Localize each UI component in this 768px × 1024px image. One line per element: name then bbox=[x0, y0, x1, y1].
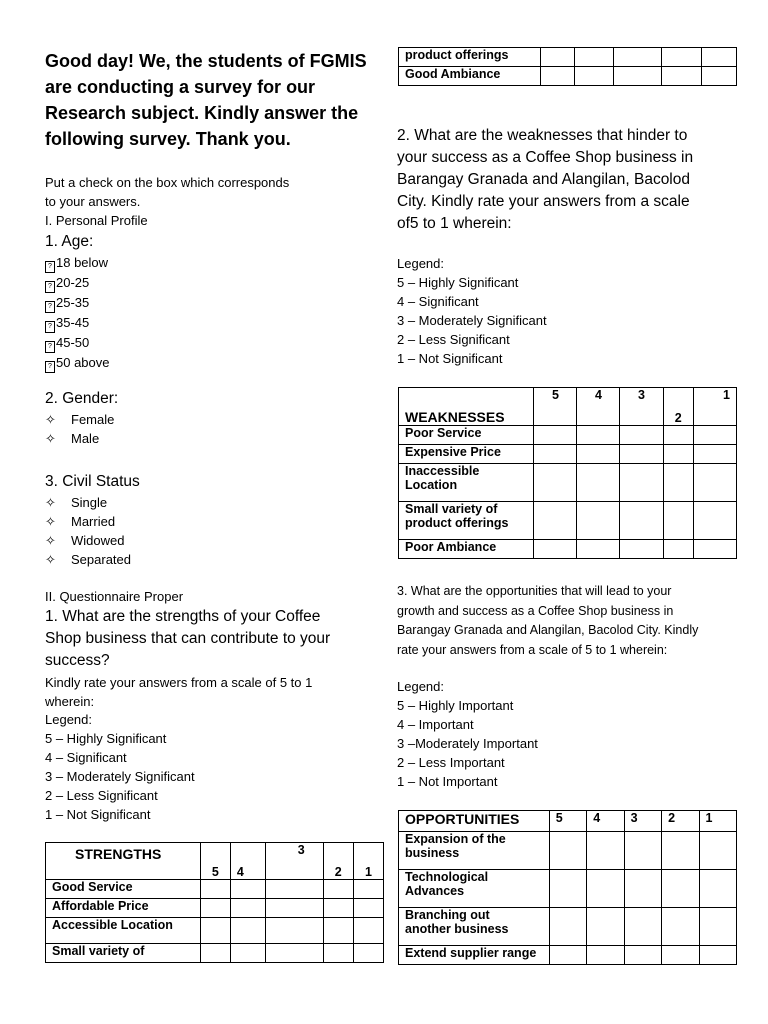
gender-option[interactable]: ✧ Male bbox=[45, 431, 100, 446]
row-label: Poor Ambiance bbox=[399, 540, 534, 559]
rating-cell[interactable] bbox=[662, 48, 701, 67]
rating-cell[interactable] bbox=[265, 918, 323, 944]
scale-1: 1 bbox=[353, 843, 383, 880]
civil-option[interactable]: ✧ Separated bbox=[45, 552, 131, 567]
age-option[interactable]: ? 45-50 bbox=[45, 333, 110, 353]
rating-cell[interactable] bbox=[230, 880, 265, 899]
row-label: Branching out another business bbox=[399, 908, 550, 946]
rating-cell[interactable] bbox=[620, 445, 663, 464]
legend-item: 5 – Highly Significant bbox=[397, 275, 519, 290]
rating-cell[interactable] bbox=[230, 899, 265, 918]
row-label: Good Service bbox=[46, 880, 201, 899]
rating-cell[interactable] bbox=[200, 944, 230, 963]
rating-cell[interactable] bbox=[200, 918, 230, 944]
scale-5: 5 bbox=[549, 811, 586, 832]
civil-option[interactable]: ✧ Widowed bbox=[45, 533, 125, 548]
legend-item: 2 – Less Important bbox=[397, 755, 505, 770]
age-option[interactable]: ? 35-45 bbox=[45, 313, 110, 333]
rating-cell[interactable] bbox=[662, 870, 699, 908]
rating-cell[interactable] bbox=[587, 870, 624, 908]
rating-cell[interactable] bbox=[663, 464, 693, 502]
legend-item: 4 – Important bbox=[397, 717, 474, 732]
rating-cell[interactable] bbox=[699, 946, 736, 965]
rating-cell[interactable] bbox=[662, 67, 701, 86]
scale-1: 1 bbox=[693, 388, 736, 426]
checkbox-icon[interactable]: ? bbox=[45, 341, 55, 353]
row-label: product offerings bbox=[399, 48, 541, 67]
row-label: Small variety of bbox=[46, 944, 201, 963]
section-questionnaire: II. Questionnaire Proper bbox=[45, 589, 184, 604]
civil-status-label: 3. Civil Status bbox=[45, 473, 140, 490]
age-option[interactable]: ? 25-35 bbox=[45, 293, 110, 313]
civil-option[interactable]: ✧ Married bbox=[45, 514, 116, 529]
weaknesses-table bbox=[398, 387, 737, 559]
legend-item: 2 – Less Significant bbox=[397, 332, 510, 347]
row-label: Expensive Price bbox=[399, 445, 534, 464]
rating-cell[interactable] bbox=[693, 445, 736, 464]
rating-cell[interactable] bbox=[620, 426, 663, 445]
age-option[interactable]: ? 20-25 bbox=[45, 273, 110, 293]
scale-3: 3 bbox=[624, 811, 661, 832]
rating-cell[interactable] bbox=[587, 908, 624, 946]
age-options bbox=[45, 253, 110, 373]
scale-4: 4 bbox=[230, 843, 265, 880]
rating-cell[interactable] bbox=[323, 899, 353, 918]
rating-cell[interactable] bbox=[265, 880, 323, 899]
diamond-star-icon[interactable]: ✧ bbox=[45, 552, 56, 567]
rating-cell[interactable] bbox=[534, 464, 577, 502]
rating-cell[interactable] bbox=[534, 502, 577, 540]
rating-cell[interactable] bbox=[541, 48, 574, 67]
diamond-star-icon[interactable]: ✧ bbox=[45, 412, 56, 427]
rating-cell[interactable] bbox=[663, 445, 693, 464]
rating-cell[interactable] bbox=[587, 946, 624, 965]
q1-question: 1. What are the strengths of your Coffee Shop business that can contribute to your success? bbox=[45, 608, 331, 669]
legend-item: 5 – Highly Significant bbox=[45, 731, 167, 746]
civil-status-options bbox=[45, 493, 131, 569]
rating-cell[interactable] bbox=[323, 944, 353, 963]
age-label: 1. Age: bbox=[45, 233, 94, 250]
rating-cell[interactable] bbox=[534, 445, 577, 464]
opportunities-header: OPPORTUNITIES bbox=[399, 811, 550, 832]
rating-cell[interactable] bbox=[701, 48, 736, 67]
rating-cell[interactable] bbox=[699, 870, 736, 908]
q1-instruction: Kindly rate your answers from a scale of 5 to 1 wherein: bbox=[45, 675, 313, 709]
scale-1: 1 bbox=[699, 811, 736, 832]
legend-item: 5 – Highly Important bbox=[397, 698, 514, 713]
rating-cell[interactable] bbox=[577, 445, 620, 464]
scale-2: 2 bbox=[663, 388, 693, 426]
rating-cell[interactable] bbox=[701, 67, 736, 86]
rating-cell[interactable] bbox=[662, 946, 699, 965]
scale-4: 4 bbox=[587, 811, 624, 832]
q3-legend-label: Legend: bbox=[397, 679, 444, 694]
rating-cell[interactable] bbox=[620, 464, 663, 502]
rating-cell[interactable] bbox=[265, 899, 323, 918]
age-option[interactable]: ? 50 above bbox=[45, 353, 110, 373]
rating-cell[interactable] bbox=[620, 540, 663, 559]
legend-item: 1 – Not Significant bbox=[397, 351, 503, 366]
scale-5: 5 bbox=[534, 388, 577, 426]
gender-options bbox=[45, 410, 114, 448]
legend-item: 4 – Significant bbox=[397, 294, 479, 309]
rating-cell[interactable] bbox=[323, 918, 353, 944]
survey-greeting: Good day! We, the students of FGMIS are conducting a survey for our Research subject. Kindly answer the following survey. Thank you. bbox=[45, 51, 367, 149]
rating-cell[interactable] bbox=[693, 426, 736, 445]
rating-cell[interactable] bbox=[699, 832, 736, 870]
row-label: Expansion of the business bbox=[399, 832, 550, 870]
rating-cell[interactable] bbox=[620, 502, 663, 540]
rating-cell[interactable] bbox=[353, 899, 383, 918]
checkbox-icon[interactable]: ? bbox=[45, 301, 55, 313]
strengths-header: STRENGTHS bbox=[46, 843, 201, 880]
legend-item: 1 – Not Significant bbox=[45, 807, 151, 822]
rating-cell[interactable] bbox=[353, 944, 383, 963]
gender-option[interactable]: ✧ Female bbox=[45, 412, 115, 427]
rating-cell[interactable] bbox=[541, 67, 574, 86]
rating-cell[interactable] bbox=[662, 908, 699, 946]
rating-cell[interactable] bbox=[577, 464, 620, 502]
rating-cell[interactable] bbox=[663, 540, 693, 559]
rating-cell[interactable] bbox=[693, 502, 736, 540]
legend-item: 3 – Moderately Significant bbox=[397, 313, 547, 328]
rating-cell[interactable] bbox=[613, 48, 661, 67]
scale-2: 2 bbox=[323, 843, 353, 880]
rating-cell[interactable] bbox=[663, 502, 693, 540]
checkbox-icon[interactable]: ? bbox=[45, 261, 55, 273]
rating-cell[interactable] bbox=[577, 502, 620, 540]
q2-legend-label: Legend: bbox=[397, 256, 444, 271]
rating-cell[interactable] bbox=[663, 426, 693, 445]
scale-4: 4 bbox=[577, 388, 620, 426]
scale-3: 3 bbox=[620, 388, 663, 426]
diamond-star-icon[interactable]: ✧ bbox=[45, 514, 56, 529]
q2-question: 2. What are the weaknesses that hinder to your success as a Coffee Shop business in Barangay Granada and Alangilan, Bacolod City. Kindly rate your answers from a scale of5 to 1 wherein: bbox=[397, 127, 694, 232]
row-label: Inaccessible Location bbox=[399, 464, 534, 502]
rating-cell[interactable] bbox=[353, 918, 383, 944]
rating-cell[interactable] bbox=[624, 946, 661, 965]
diamond-star-icon[interactable]: ✧ bbox=[45, 495, 56, 510]
q3-question: 3. What are the opportunities that will lead to your growth and success as a Coffee Shop business in Barangay Granada and Alangilan, Bacolod City. Kindly rate your answers from a scale of 5 to 1 wherein: bbox=[397, 584, 699, 657]
rating-cell[interactable] bbox=[353, 880, 383, 899]
scale-3: 3 bbox=[265, 843, 323, 880]
strengths-table bbox=[45, 842, 384, 963]
diamond-star-icon[interactable]: ✧ bbox=[45, 533, 56, 548]
q1-legend bbox=[45, 729, 195, 824]
scale-5: 5 bbox=[200, 843, 230, 880]
rating-cell[interactable] bbox=[200, 880, 230, 899]
row-label: Accessible Location bbox=[46, 918, 201, 944]
rating-cell[interactable] bbox=[534, 426, 577, 445]
rating-cell[interactable] bbox=[624, 870, 661, 908]
weaknesses-header: WEAKNESSES bbox=[399, 388, 534, 426]
row-label: Good Ambiance bbox=[399, 67, 541, 86]
rating-cell[interactable] bbox=[693, 464, 736, 502]
rating-cell[interactable] bbox=[699, 908, 736, 946]
rating-cell[interactable] bbox=[230, 944, 265, 963]
age-option[interactable]: ? 18 below bbox=[45, 253, 110, 273]
checkbox-icon[interactable]: ? bbox=[45, 281, 55, 293]
q3-legend bbox=[397, 696, 538, 791]
rating-cell[interactable] bbox=[577, 426, 620, 445]
legend-item: 4 – Significant bbox=[45, 750, 127, 765]
rating-cell[interactable] bbox=[549, 870, 586, 908]
rating-cell[interactable] bbox=[613, 67, 661, 86]
legend-item: 2 – Less Significant bbox=[45, 788, 158, 803]
scale-2: 2 bbox=[662, 811, 699, 832]
diamond-star-icon[interactable]: ✧ bbox=[45, 431, 56, 446]
row-label: Poor Service bbox=[399, 426, 534, 445]
gender-label: 2. Gender: bbox=[45, 390, 119, 407]
row-label: Technological Advances bbox=[399, 870, 550, 908]
instruction-text: Put a check on the box which corresponds to your answers. bbox=[45, 175, 290, 209]
row-label: Small variety of product offerings bbox=[399, 502, 534, 540]
rating-cell[interactable] bbox=[323, 880, 353, 899]
rating-cell[interactable] bbox=[265, 944, 323, 963]
rating-cell[interactable] bbox=[549, 908, 586, 946]
opportunities-table bbox=[398, 810, 737, 965]
legend-item: 1 – Not Important bbox=[397, 774, 498, 789]
q1-legend-label: Legend: bbox=[45, 712, 92, 727]
legend-item: 3 – Moderately Significant bbox=[45, 769, 195, 784]
row-label: Extend supplier range bbox=[399, 946, 550, 965]
rating-cell[interactable] bbox=[577, 540, 620, 559]
rating-cell[interactable] bbox=[574, 48, 613, 67]
rating-cell[interactable] bbox=[549, 946, 586, 965]
rating-cell[interactable] bbox=[624, 832, 661, 870]
rating-cell[interactable] bbox=[534, 540, 577, 559]
rating-cell[interactable] bbox=[587, 832, 624, 870]
checkbox-icon[interactable]: ? bbox=[45, 361, 55, 373]
section-personal-profile: I. Personal Profile bbox=[45, 213, 148, 228]
row-label: Affordable Price bbox=[46, 899, 201, 918]
rating-cell[interactable] bbox=[230, 918, 265, 944]
strengths-table-continued bbox=[398, 47, 737, 86]
legend-item: 3 –Moderately Important bbox=[397, 736, 538, 751]
checkbox-icon[interactable]: ? bbox=[45, 321, 55, 333]
rating-cell[interactable] bbox=[200, 899, 230, 918]
rating-cell[interactable] bbox=[693, 540, 736, 559]
q2-legend bbox=[397, 273, 547, 368]
rating-cell[interactable] bbox=[549, 832, 586, 870]
rating-cell[interactable] bbox=[662, 832, 699, 870]
rating-cell[interactable] bbox=[574, 67, 613, 86]
civil-option[interactable]: ✧ Single bbox=[45, 495, 108, 510]
rating-cell[interactable] bbox=[624, 908, 661, 946]
